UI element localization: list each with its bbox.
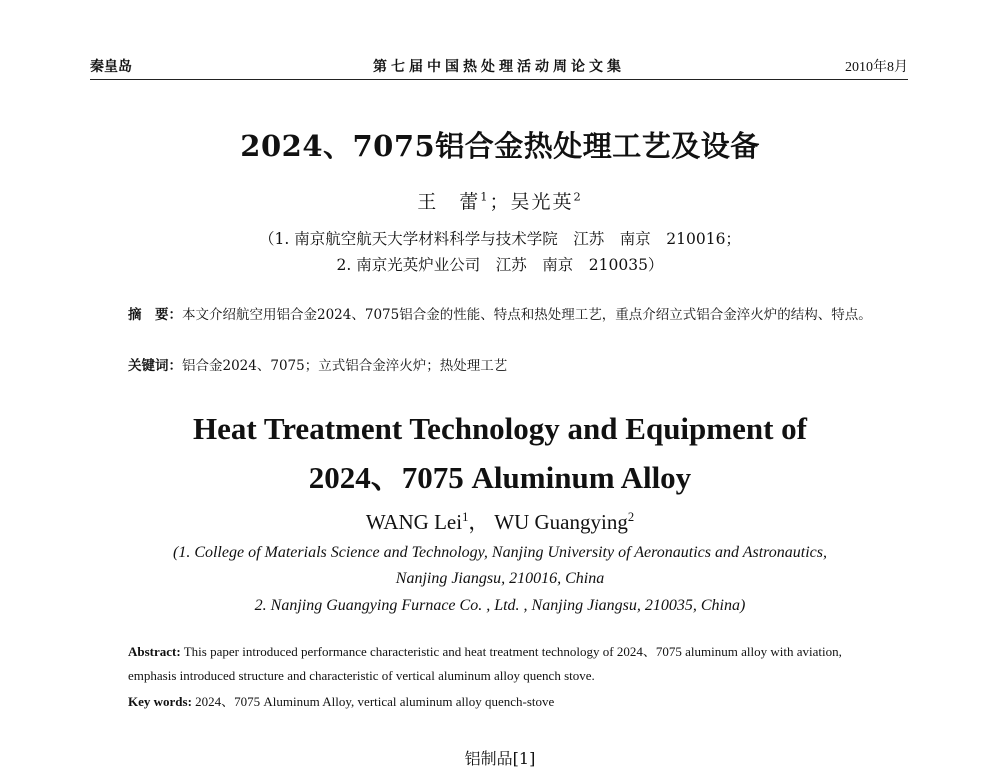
- abstract-en-text: This paper introduced performance characteristic and heat treatment technology of 2024、7075 aluminum alloy with aviation, emphasis introduced structure and characteristic of vertical aluminum alloy quench stove.: [128, 644, 842, 683]
- author-en-1-name: WANG Lei: [365, 510, 463, 534]
- author-separator: ；: [489, 191, 511, 213]
- author-en-2-affiliation-mark: 2: [627, 510, 635, 524]
- running-header: [90, 56, 908, 78]
- author-2-affiliation-mark: 2: [573, 189, 583, 204]
- title-english-line-1: Heat Treatment Technology and Equipment of: [192, 411, 808, 446]
- abstract-en-label: Abstract:: [128, 644, 181, 659]
- affiliation-cn-line-2: 2. 南京光英炉业公司 江苏 南京 210035）: [336, 256, 664, 274]
- abstract-english: [128, 640, 878, 688]
- keywords-cn-label: 关键词：: [128, 358, 182, 374]
- affiliation-en-line-3: 2. Nanjing Guangying Furnace Co. , Ltd. , Nanjing Jiangsu, 210035, China): [254, 597, 746, 614]
- section-heading-partial: 铝制品[1]: [464, 749, 536, 768]
- authors-english: [0, 506, 1000, 536]
- author-en-2-name: WU Guangying: [494, 510, 628, 534]
- keywords-en-text: 2024、7075 Aluminum Alloy, vertical aluminum alloy quench-stove: [195, 694, 555, 709]
- title-english-line-2: 2024、7075 Aluminum Alloy: [308, 460, 692, 495]
- abstract-chinese: [128, 304, 878, 327]
- keywords-cn-text: 铝合金2024、7075；立式铝合金淬火炉；热处理工艺: [182, 358, 508, 374]
- author-1-name: 王 蕾: [417, 191, 481, 213]
- authors-chinese: [0, 187, 1000, 214]
- keywords-english: [128, 690, 878, 714]
- header-rule: [90, 79, 908, 80]
- header-proceedings-title: 第七届中国热处理活动周论文集: [373, 59, 625, 75]
- author-2-name: 吴光英: [510, 191, 574, 213]
- keywords-en-label: Key words:: [128, 694, 192, 709]
- keywords-chinese: [128, 355, 878, 378]
- header-date: 2010年8月: [845, 60, 908, 75]
- abstract-cn-text: 本文介绍航空用铝合金2024、7075铝合金的性能、特点和热处理工艺，重点介绍立式铝合金淬火炉的结构、特点。: [182, 307, 872, 323]
- affiliation-en-line-2: Nanjing Jiangsu, 210016, China: [395, 570, 605, 587]
- affiliation-en-line-1: (1. College of Materials Science and Technology, Nanjing University of Aeronautics and Astronautics,: [172, 544, 827, 561]
- author-1-affiliation-mark: 1: [480, 189, 490, 204]
- abstract-cn-label: 摘 要：: [128, 307, 182, 323]
- title-chinese: 2024、7075铝合金热处理工艺及设备: [240, 129, 760, 163]
- author-en-separator: ，: [468, 510, 495, 534]
- affiliation-cn-line-1: （1. 南京航空航天大学材料科学与技术学院 江苏 南京 210016；: [259, 230, 741, 248]
- author-en-1-affiliation-mark: 1: [462, 510, 469, 524]
- header-location: 秦皇岛: [90, 59, 132, 75]
